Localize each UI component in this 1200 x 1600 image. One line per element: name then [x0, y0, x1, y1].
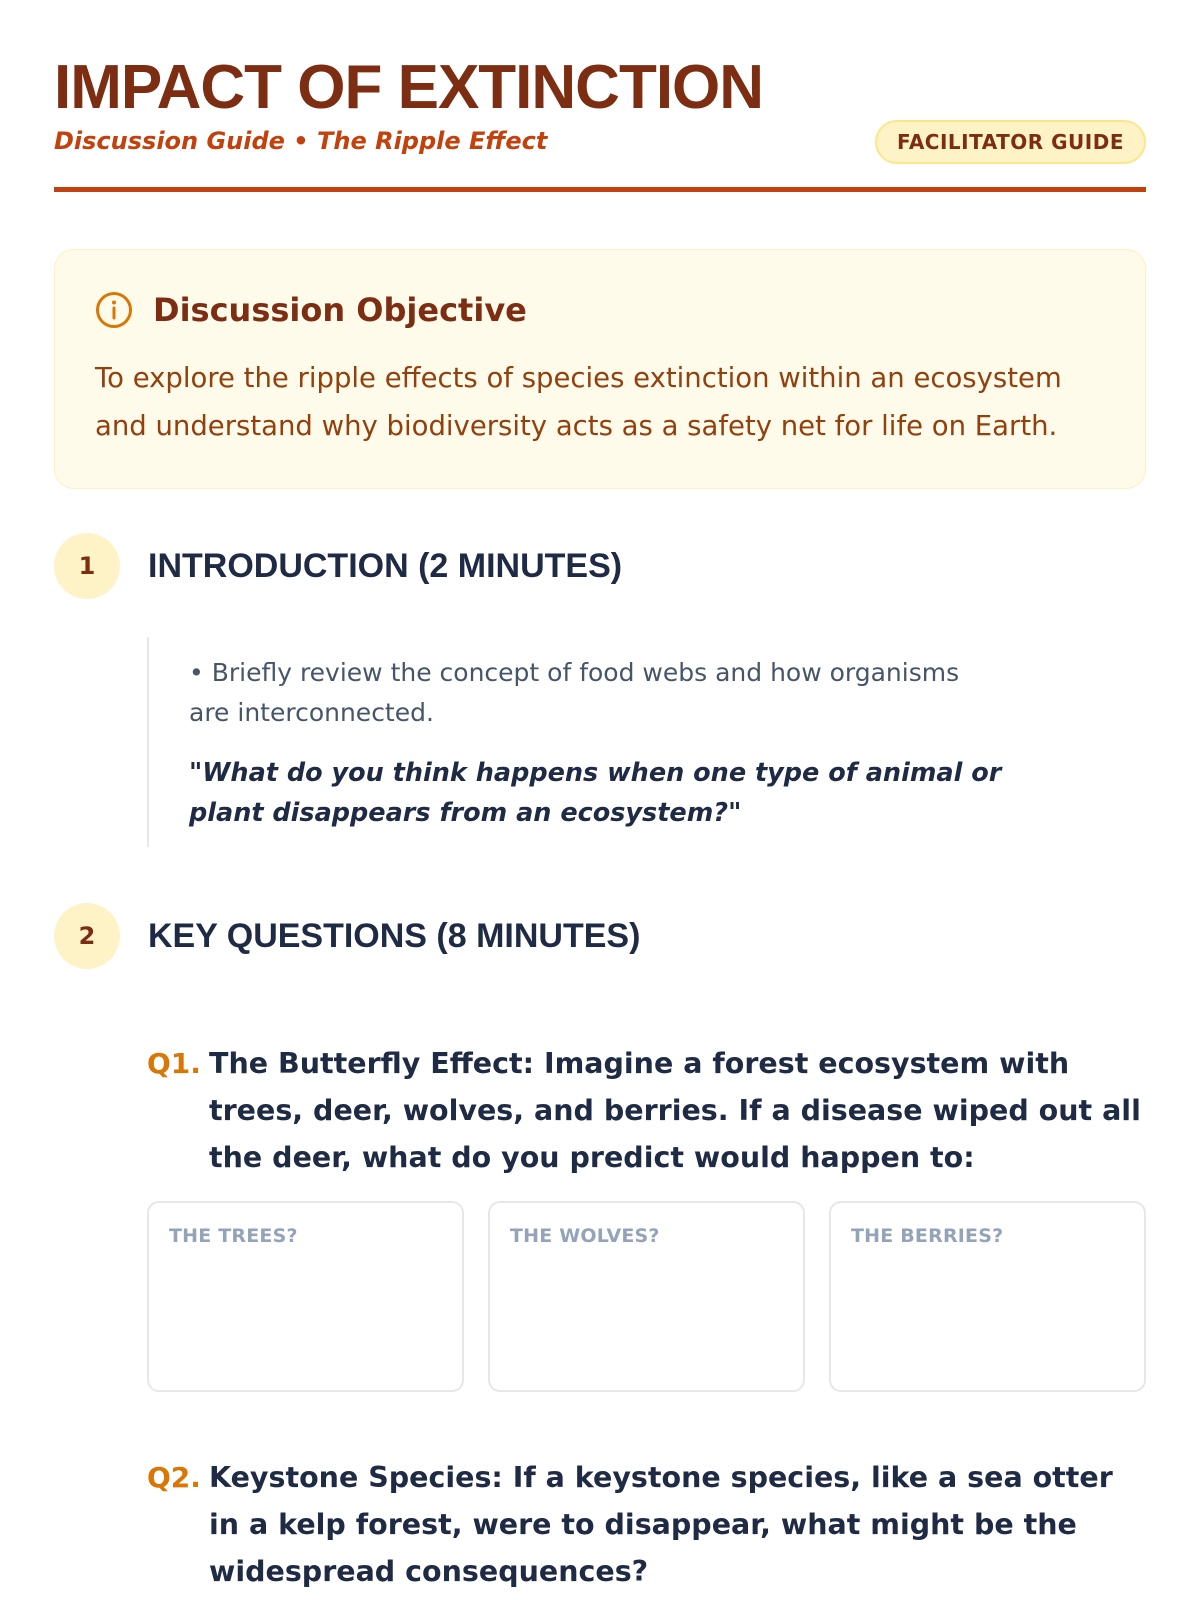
page-title: IMPACT OF EXTINCTION — [54, 53, 764, 122]
objective-header — [95, 286, 1105, 334]
answer-box-label: THE BERRIES? — [851, 1225, 1004, 1247]
answer-box-label: THE WOLVES? — [510, 1225, 660, 1247]
page-header — [54, 0, 1146, 194]
section-title: INTRODUCTION (2 MINUTES) — [148, 546, 623, 585]
objective-text: To explore the ripple effects of species extinction within an ecosystem and understand why biodiversity acts as a safety net for life on Earth. — [95, 362, 1062, 442]
answer-box-wolves[interactable] — [488, 1201, 805, 1392]
objective-title: Discussion Objective — [153, 291, 527, 329]
section-introduction-header — [54, 533, 622, 599]
answer-box-berries[interactable] — [829, 1201, 1146, 1392]
answer-box-label: THE TREES? — [169, 1225, 298, 1247]
question-label: Q1. — [147, 1047, 201, 1080]
info-icon — [95, 291, 133, 329]
discussion-guide-page — [54, 0, 1146, 1588]
question-2 — [147, 1454, 1147, 1595]
question-text: Keystone Species: If a keystone species, like a sea otter in a kelp forest, were to disappear, what might be the widespread consequences? — [209, 1461, 1113, 1588]
question-text: The Butterfly Effect: Imagine a forest ecosystem with trees, deer, wolves, and berries. If a disease wiped out all the deer, what do you predict would happen to: — [209, 1047, 1141, 1174]
introduction-bullet: • Briefly review the concept of food webs and how organisms are interconnected. — [189, 658, 960, 727]
section-number-badge: 1 — [54, 533, 120, 599]
section-key-questions-header — [54, 903, 640, 969]
section-title: KEY QUESTIONS (8 MINUTES) — [148, 916, 641, 955]
objective-box — [54, 249, 1146, 489]
question-label: Q2. — [147, 1461, 201, 1494]
header-divider — [54, 187, 1146, 192]
facilitator-guide-badge: FACILITATOR GUIDE — [875, 120, 1146, 164]
section-number-badge: 2 — [54, 903, 120, 969]
page-subtitle: Discussion Guide • The Ripple Effect — [54, 127, 548, 155]
answer-boxes — [147, 1201, 1146, 1392]
answer-box-trees[interactable] — [147, 1201, 464, 1392]
question-1 — [147, 1040, 1147, 1181]
introduction-quote: "What do you think happens when one type of animal or plant disappears from an ecosystem?" — [189, 758, 1002, 828]
introduction-content — [147, 637, 1007, 847]
